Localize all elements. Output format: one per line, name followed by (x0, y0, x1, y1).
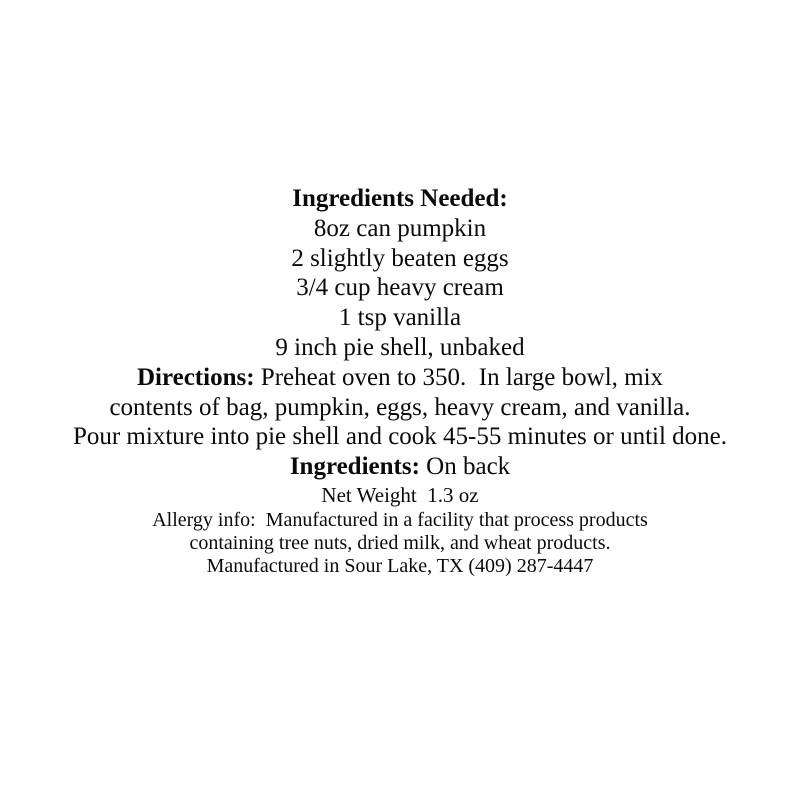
ingredient-line-vanilla: 1 tsp vanilla (338, 304, 462, 332)
allergy-info-line-1: Allergy info: Manufactured in a facility that process products (152, 508, 648, 531)
directions-line-2: contents of bag, pumpkin, eggs, heavy cream, and vanilla. (109, 393, 691, 421)
net-weight-line: Net Weight 1.3 oz (321, 482, 479, 507)
directions-line-3: Pour mixture into pie shell and cook 45-55 minutes or until done. (72, 423, 728, 451)
directions-text-1: Preheat oven to 350. In large bowl, mix (254, 363, 664, 391)
ingredient-line-pumpkin: 8oz can pumpkin (313, 214, 487, 242)
ingredient-line-eggs: 2 slightly beaten eggs (291, 244, 509, 272)
allergy-info-line-2: containing tree nuts, dried milk, and wheat products. (189, 531, 611, 554)
ingredient-line-cream: 3/4 cup heavy cream (296, 274, 504, 302)
ingredients-on-back-text: On back (419, 453, 511, 481)
ingredients-needed-heading: Ingredients Needed: (292, 185, 508, 212)
ingredients-label: Ingredients: (289, 453, 420, 481)
product-label (0, 184, 800, 578)
ingredient-line-pie-shell: 9 inch pie shell, unbaked (275, 333, 525, 361)
directions-line-1 (0, 363, 800, 393)
directions-label: Directions: (136, 363, 255, 391)
ingredients-on-back-line (0, 452, 800, 482)
manufactured-line: Manufactured in Sour Lake, TX (409) 287-4447 (206, 554, 594, 577)
